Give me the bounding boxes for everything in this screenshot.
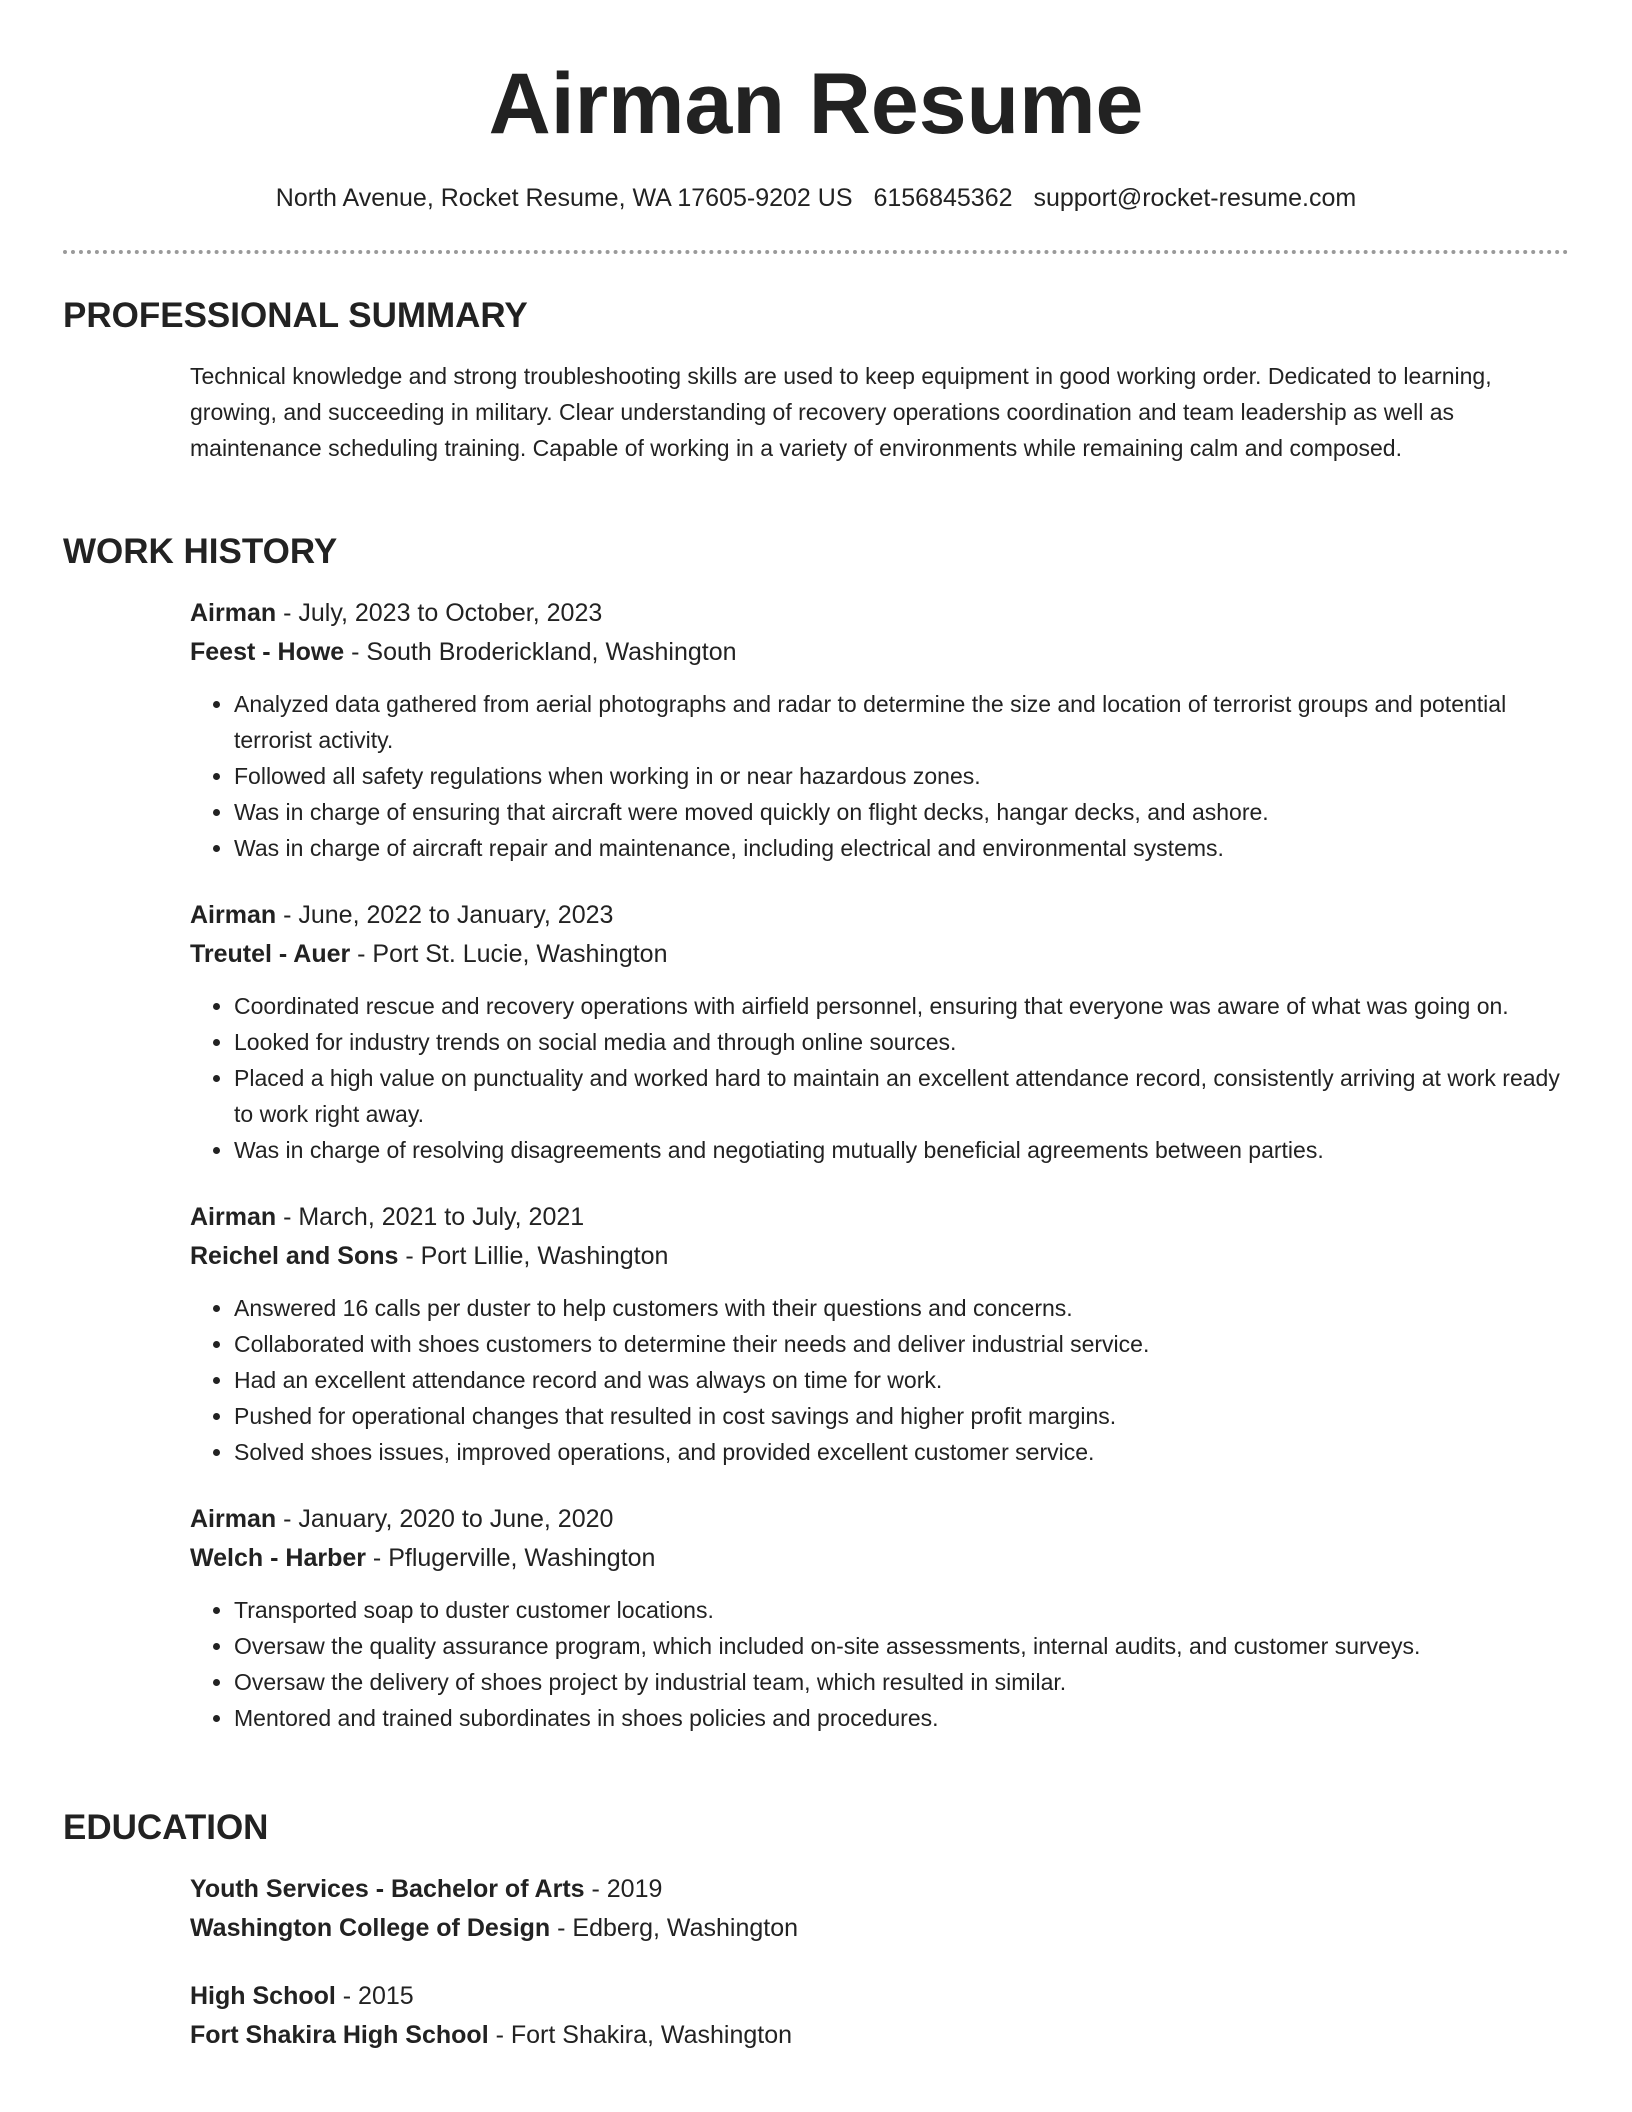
- job-company-line: [190, 633, 1570, 672]
- job-role: Airman: [190, 901, 277, 929]
- job-title-line: [190, 1198, 1570, 1237]
- job-entry: [190, 896, 1570, 1168]
- job-title-line: [190, 896, 1570, 935]
- job-bullet: • Looked for industry trends on social media and through online sources.: [234, 1024, 1570, 1060]
- education-school: Washington College of Design: [190, 1914, 551, 1942]
- education-school-line: [190, 1909, 1570, 1948]
- job-dates: - March, 2021 to July, 2021: [276, 1203, 585, 1231]
- job-company-line: [190, 935, 1570, 974]
- resume-name: Airman Resume: [488, 56, 1144, 152]
- job-title-line: [190, 594, 1570, 633]
- job-bullet: • Was in charge of aircraft repair and maintenance, including electrical and environmental systems.: [234, 830, 1570, 866]
- job-entry: [190, 594, 1570, 866]
- job-entry: [190, 1198, 1570, 1470]
- job-bullet: • Followed all safety regulations when working in or near hazardous zones.: [234, 758, 1570, 794]
- summary-heading: PROFESSIONAL SUMMARY: [63, 296, 528, 335]
- education-degree-line: [190, 1870, 1570, 1909]
- education-entry: [190, 1977, 1570, 2055]
- job-location: - South Broderickland, Washington: [344, 638, 737, 666]
- work-history-section: [190, 594, 1570, 1766]
- job-bullet: • Oversaw the delivery of shoes project by industrial team, which resulted in similar.: [234, 1664, 1570, 1700]
- job-company: Feest - Howe: [190, 638, 345, 666]
- job-bullet: • Was in charge of resolving disagreements and negotiating mutually beneficial agreements between parties.: [234, 1132, 1570, 1168]
- job-location: - Port Lillie, Washington: [398, 1242, 669, 1270]
- job-bullet: • Oversaw the quality assurance program, which included on-site assessments, internal audits, and customer surveys.: [234, 1628, 1570, 1664]
- job-company: Treutel - Auer: [190, 940, 351, 968]
- job-company-line: [190, 1539, 1570, 1578]
- education-year: - 2019: [584, 1875, 663, 1903]
- work-history-heading: WORK HISTORY: [63, 532, 338, 571]
- job-bullet: • Collaborated with shoes customers to determine their needs and deliver industrial service.: [234, 1326, 1570, 1362]
- job-bullet: • Solved shoes issues, improved operations, and provided excellent customer service.: [234, 1434, 1570, 1470]
- job-entry: [190, 1500, 1570, 1736]
- education-school-line: [190, 2016, 1570, 2055]
- job-bullet: • Coordinated rescue and recovery operations with airfield personnel, ensuring that everyone was aware of what was going on.: [234, 988, 1570, 1024]
- job-bullet: • Was in charge of ensuring that aircraft were moved quickly on flight decks, hangar decks, and ashore.: [234, 794, 1570, 830]
- job-bullet: • Analyzed data gathered from aerial photographs and radar to determine the size and location of terrorist groups and potential terrorist activity.: [234, 686, 1570, 758]
- job-bullet: • Mentored and trained subordinates in shoes policies and procedures.: [234, 1700, 1570, 1736]
- job-dates: - June, 2022 to January, 2023: [276, 901, 614, 929]
- job-bullet: • Placed a high value on punctuality and worked hard to maintain an excellent attendance record, consistently arriving at work ready to work right away.: [234, 1060, 1570, 1132]
- job-company: Reichel and Sons: [190, 1242, 399, 1270]
- education-entry: [190, 1870, 1570, 1948]
- summary-section: [190, 358, 1570, 466]
- education-location: - Edberg, Washington: [550, 1914, 799, 1942]
- job-company-line: [190, 1237, 1570, 1276]
- job-location: - Pflugerville, Washington: [365, 1544, 656, 1572]
- job-bullets: [190, 1592, 1570, 1736]
- contact-phone: 6156845362: [873, 184, 1013, 212]
- job-bullet: • Had an excellent attendance record and was always on time for work.: [234, 1362, 1570, 1398]
- job-dates: - July, 2023 to October, 2023: [276, 599, 603, 627]
- job-role: Airman: [190, 1505, 277, 1533]
- job-role: Airman: [190, 1203, 277, 1231]
- education-section: [190, 1870, 1570, 2084]
- summary-text: Technical knowledge and strong troubleshooting skills are used to keep equipment in good working order. Dedicated to learning, growing, and succeeding in military. Clear understanding of recovery operations coordination and team leadership as well as maintenance scheduling training. Capable of working in a variety of environments while remaining calm and composed.: [190, 363, 1492, 461]
- job-bullets: [190, 988, 1570, 1168]
- job-bullet: • Pushed for operational changes that resulted in cost savings and higher profit margins.: [234, 1398, 1570, 1434]
- job-bullets: [190, 1290, 1570, 1470]
- education-location: - Fort Shakira, Washington: [488, 2021, 793, 2049]
- job-company: Welch - Harber: [190, 1544, 366, 1572]
- job-bullet: • Transported soap to duster customer locations.: [234, 1592, 1570, 1628]
- job-bullets: [190, 686, 1570, 866]
- contact-email: support@rocket-resume.com: [1033, 184, 1357, 212]
- job-location: - Port St. Lucie, Washington: [350, 940, 668, 968]
- education-degree: Youth Services - Bachelor of Arts: [190, 1875, 585, 1903]
- contact-line: [0, 178, 1632, 218]
- education-school: Fort Shakira High School: [190, 2021, 489, 2049]
- education-degree: High School: [190, 1982, 336, 2010]
- job-role: Airman: [190, 599, 277, 627]
- education-year: - 2015: [335, 1982, 414, 2010]
- header-divider: [63, 250, 1569, 254]
- job-bullet: • Answered 16 calls per duster to help customers with their questions and concerns.: [234, 1290, 1570, 1326]
- job-dates: - January, 2020 to June, 2020: [276, 1505, 614, 1533]
- education-heading: EDUCATION: [63, 1808, 269, 1847]
- education-degree-line: [190, 1977, 1570, 2016]
- job-title-line: [190, 1500, 1570, 1539]
- contact-address: North Avenue, Rocket Resume, WA 17605-9202 US: [275, 184, 853, 212]
